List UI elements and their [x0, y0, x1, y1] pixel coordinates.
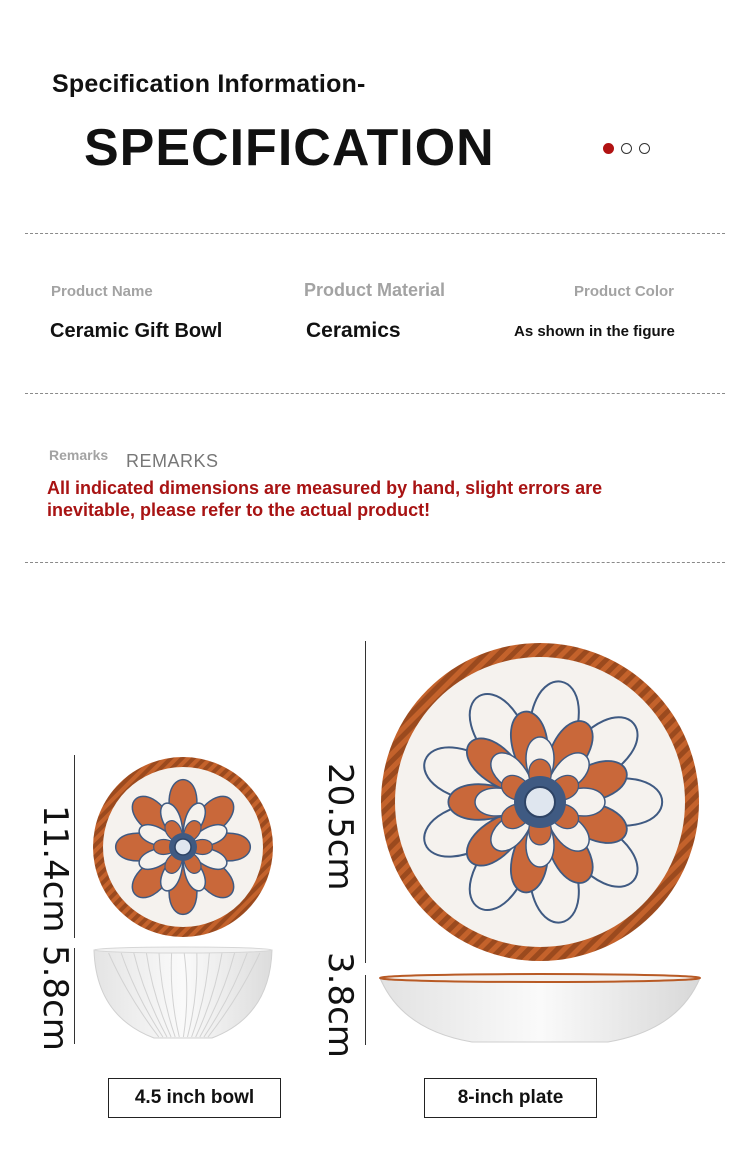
- plate-side-view-image: [378, 972, 702, 1046]
- bowl-diameter-dimension: 11.4cm: [35, 805, 75, 933]
- product-material-value: Ceramics: [306, 319, 401, 342]
- page-title: SPECIFICATION: [84, 119, 495, 177]
- bowl-caption: 4.5 inch bowl: [108, 1078, 281, 1118]
- product-name-label: Product Name: [51, 283, 153, 300]
- dot-inactive: [639, 143, 650, 154]
- section-title: Specification Information-: [52, 70, 366, 98]
- product-name-value: Ceramic Gift Bowl: [50, 320, 223, 342]
- plate-caption: 8-inch plate: [424, 1078, 597, 1118]
- pagination-dots: [603, 143, 650, 154]
- product-material-label: Product Material: [304, 280, 446, 300]
- plate-height-dimension: 3.8cm: [320, 952, 360, 1058]
- plate-top-view-image: [380, 642, 700, 962]
- product-color-value: As shown in the figure: [514, 323, 675, 340]
- divider: [25, 393, 725, 394]
- divider: [25, 562, 725, 563]
- remarks-text: All indicated dimensions are measured by hand, slight errors are inevitable, please refer to the actual product!: [47, 478, 603, 520]
- remarks-label: Remarks: [49, 447, 109, 463]
- bowl-side-view-image: [92, 946, 274, 1044]
- plate-diameter-dimension: 20.5cm: [320, 763, 360, 891]
- dot-inactive: [621, 143, 632, 154]
- plate-height-line: [365, 975, 366, 1045]
- bowl-height-dimension: 5.8cm: [35, 945, 75, 1051]
- dot-active: [603, 143, 614, 154]
- product-color-label: Product Color: [574, 283, 674, 300]
- remarks-label-en: REMARKS: [126, 451, 219, 471]
- plate-diameter-line: [365, 641, 366, 963]
- bowl-top-view-image: [92, 755, 274, 939]
- divider: [25, 233, 725, 234]
